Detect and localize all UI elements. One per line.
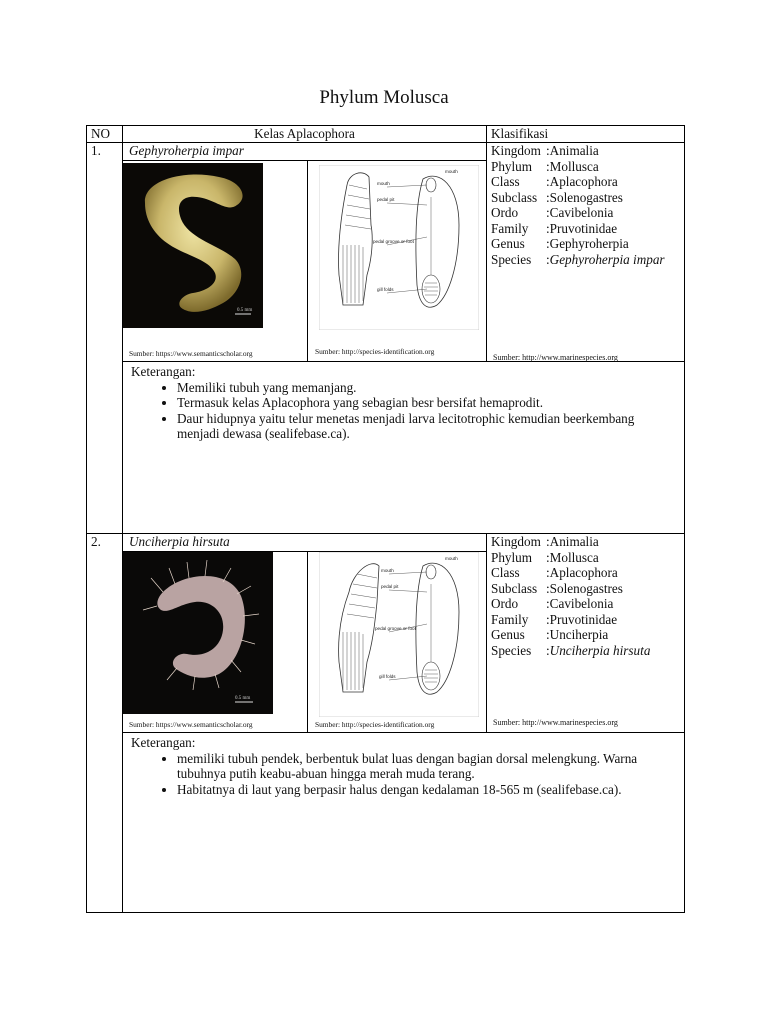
svg-text:0.5 mm: 0.5 mm [237, 308, 253, 313]
species-row-1 [87, 143, 685, 362]
species-name: Gephyroherpia impar [129, 143, 244, 158]
species-row-2 [87, 534, 685, 733]
entry-number: 1. [87, 143, 123, 534]
species-name: Unciherpia hirsuta [129, 534, 230, 549]
notes-row-2 [87, 733, 685, 913]
keterangan-label: Keterangan: [131, 735, 196, 750]
list-item: • Daur hidupnya yaitu telur menetas menjadi larva lecitotrophic kemudian beerkembang menjadi dewasa (sealifebase.ca). [177, 411, 676, 442]
anatomy-drawing [319, 165, 479, 330]
classification-cell [487, 143, 685, 362]
drawing-source: Sumber: http://species-identification.org [315, 720, 435, 729]
classification-row: Species : Gephyroherpia impar [491, 251, 665, 267]
keterangan-label: Keterangan: [131, 364, 196, 379]
classification-source: Sumber: http://www.marinespecies.org [493, 353, 618, 362]
specimen-photo [123, 163, 263, 328]
classification-list [491, 143, 680, 267]
notes-cell [123, 733, 685, 913]
classification-row: Kingdom :Animalia [491, 143, 599, 158]
entry-number: 2. [87, 534, 123, 913]
notes-list [131, 380, 676, 442]
table-header-row [87, 126, 685, 143]
classification-row: Family :Pruvotinidae [491, 611, 618, 627]
list-item: • Memiliki tubuh yang memanjang. [177, 380, 676, 396]
classification-row: Species : Unciherpia hirsuta [491, 642, 651, 658]
classification-row: Ordo :Cavibelonia [491, 205, 614, 220]
svg-text:pedal groove or foot: pedal groove or foot [373, 239, 414, 244]
svg-text:gill folds: gill folds [377, 287, 394, 292]
classification-row: Class :Aplacophora [491, 565, 618, 580]
classification-row: Class :Aplacophora [491, 174, 618, 189]
svg-text:gill folds: gill folds [379, 674, 396, 679]
header-klasifikasi: Klasifikasi [487, 126, 685, 143]
svg-text:pedal pit: pedal pit [377, 197, 395, 202]
header-kelas: Kelas Aplacophora [123, 126, 487, 143]
classification-row: Subclass :Solenogastres [491, 189, 623, 205]
list-item: • Habitatnya di laut yang berpasir halus dengan kedalaman 18-565 m (sealifebase.ca). [177, 782, 676, 798]
anatomy-drawing [319, 552, 479, 717]
classification-list [491, 534, 680, 658]
svg-text:mouth: mouth [445, 169, 458, 174]
notes-list [131, 751, 676, 798]
svg-text:pedal groove or foot: pedal groove or foot [375, 626, 416, 631]
classification-row: Genus :Unciherpia [491, 627, 609, 642]
species-images-cell [123, 534, 487, 733]
svg-text:mouth: mouth [381, 568, 394, 573]
species-table [86, 125, 685, 913]
svg-text:pedal pit: pedal pit [381, 584, 399, 589]
svg-text:mouth: mouth [377, 181, 390, 186]
classification-row: Subclass :Solenogastres [491, 580, 623, 596]
classification-row: Phylum :Mollusca [491, 158, 599, 174]
header-no: NO [87, 126, 123, 143]
photo-source: Sumber: https://www.semanticscholar.org [129, 720, 253, 729]
classification-row: Family :Pruvotinidae [491, 220, 618, 236]
drawing-source: Sumber: http://species-identification.org [315, 347, 435, 356]
specimen-photo [123, 552, 273, 714]
species-images-cell [123, 143, 487, 362]
svg-text:0.5 mm: 0.5 mm [235, 696, 251, 701]
list-item: • Termasuk kelas Aplacophora yang sebagian besr bersifat hemaprodit. [177, 395, 676, 411]
classification-row: Kingdom :Animalia [491, 534, 599, 549]
classification-source: Sumber: http://www.marinespecies.org [493, 718, 618, 727]
classification-cell [487, 534, 685, 733]
classification-row: Phylum :Mollusca [491, 549, 599, 565]
classification-row: Genus :Gephyroherpia [491, 236, 629, 251]
page-title: Phylum Molusca [319, 87, 449, 108]
notes-row-1 [87, 362, 685, 534]
svg-text:mouth: mouth [445, 556, 458, 561]
classification-row: Ordo :Cavibelonia [491, 596, 614, 611]
photo-source: Sumber: https://www.semanticscholar.org [129, 349, 253, 358]
notes-cell [123, 362, 685, 534]
list-item: • memiliki tubuh pendek, berbentuk bulat luas dengan bagian dorsal melengkung. Warna tubuhnya putih keabu-abuan hingga merah muda terang. [177, 751, 676, 782]
